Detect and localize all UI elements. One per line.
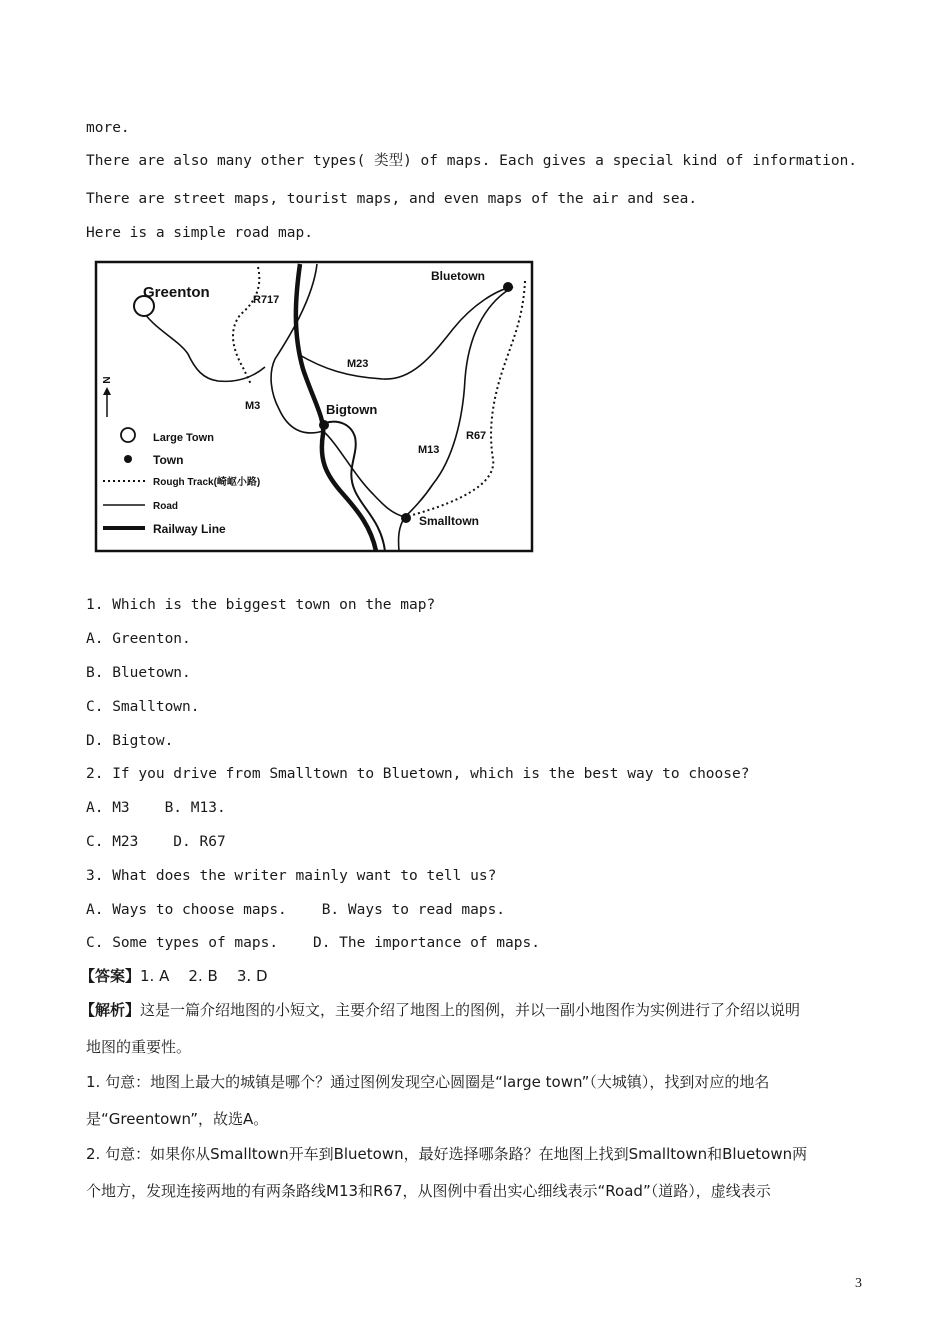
legend-large-town: Large Town [153, 432, 214, 444]
option: B. Bluetown. [86, 665, 191, 681]
legend-town: Town [153, 453, 184, 467]
option: A. M3 B. M13. [86, 800, 226, 816]
analysis-label: 【解析】 [80, 1001, 141, 1019]
m13-label: M13 [418, 444, 440, 456]
option: C. Smalltown. [86, 699, 200, 715]
legend-road: Road [153, 501, 178, 512]
bigtown-label: Bigtown [326, 402, 378, 417]
m23-label: M23 [347, 358, 369, 370]
answer-text: 1. A 2. B 3. D [140, 967, 268, 985]
option: C. Some types of maps. D. The importance of maps. [86, 935, 540, 951]
analysis-line: 【解析】这是一篇介绍地图的小短文，主要介绍了地图上的图例，并以一副小地图作为实例进行了介绍以说明 [80, 1001, 801, 1019]
answer-line [80, 965, 268, 987]
smalltown-label: Smalltown [419, 514, 480, 528]
page-number: 3 [855, 1276, 862, 1291]
bluetown-label: Bluetown [431, 269, 485, 283]
analysis-line: 是“Greentown”，故选A。 [86, 1110, 269, 1128]
large-town-legend-icon [121, 428, 135, 442]
bluetown-marker [503, 282, 513, 292]
m3-label: M3 [245, 400, 261, 412]
analysis-line: 地图的重要性。 [86, 1038, 192, 1056]
option: D. Bigtow. [86, 733, 174, 749]
north-label: N [102, 376, 113, 384]
road-map-figure [93, 259, 535, 554]
option: A. Greenton. [86, 631, 191, 647]
option: A. Ways to choose maps. B. Ways to read maps. [86, 902, 506, 918]
legend-railway: Railway Line [153, 522, 226, 536]
greenton-label: Greenton [143, 284, 210, 301]
smalltown-marker [401, 513, 411, 523]
question-3: 3. What does the writer mainly want to tell us? [86, 868, 497, 884]
passage-line: Here is a simple road map. [86, 225, 313, 241]
analysis-line: 1. 句意：地图上最大的城镇是哪个？通过图例发现空心圆圈是“large town”（大城镇），找到对应的地名 [86, 1073, 770, 1091]
r717-label: R717 [253, 294, 280, 306]
analysis-line: 个地方，发现连接两地的有两条路线M13和R67，从图例中看出实心细线表示“Road”（道路），虚线表示 [86, 1182, 771, 1200]
passage-line: There are also many other types( 类型) of maps. Each gives a special kind of information. [86, 153, 858, 169]
legend-rough-track: Rough Track(崎岖小路) [153, 477, 261, 488]
r67-label: R67 [466, 430, 487, 442]
town-legend-icon [124, 455, 132, 463]
option: C. M23 D. R67 [86, 834, 226, 850]
answer-label: 【答案】 [80, 967, 141, 985]
passage-line: There are street maps, tourist maps, and even maps of the air and sea. [86, 191, 698, 207]
analysis-line: 2. 句意：如果你从Smalltown开车到Bluetown，最好选择哪条路？在地图上找到Smalltown和Bluetown两 [86, 1145, 808, 1163]
question-1: 1. Which is the biggest town on the map? [86, 597, 436, 613]
bigtown-marker [319, 420, 329, 430]
passage-line: more. [86, 120, 130, 136]
question-2: 2. If you drive from Smalltown to Bluetown, which is the best way to choose? [86, 766, 750, 782]
